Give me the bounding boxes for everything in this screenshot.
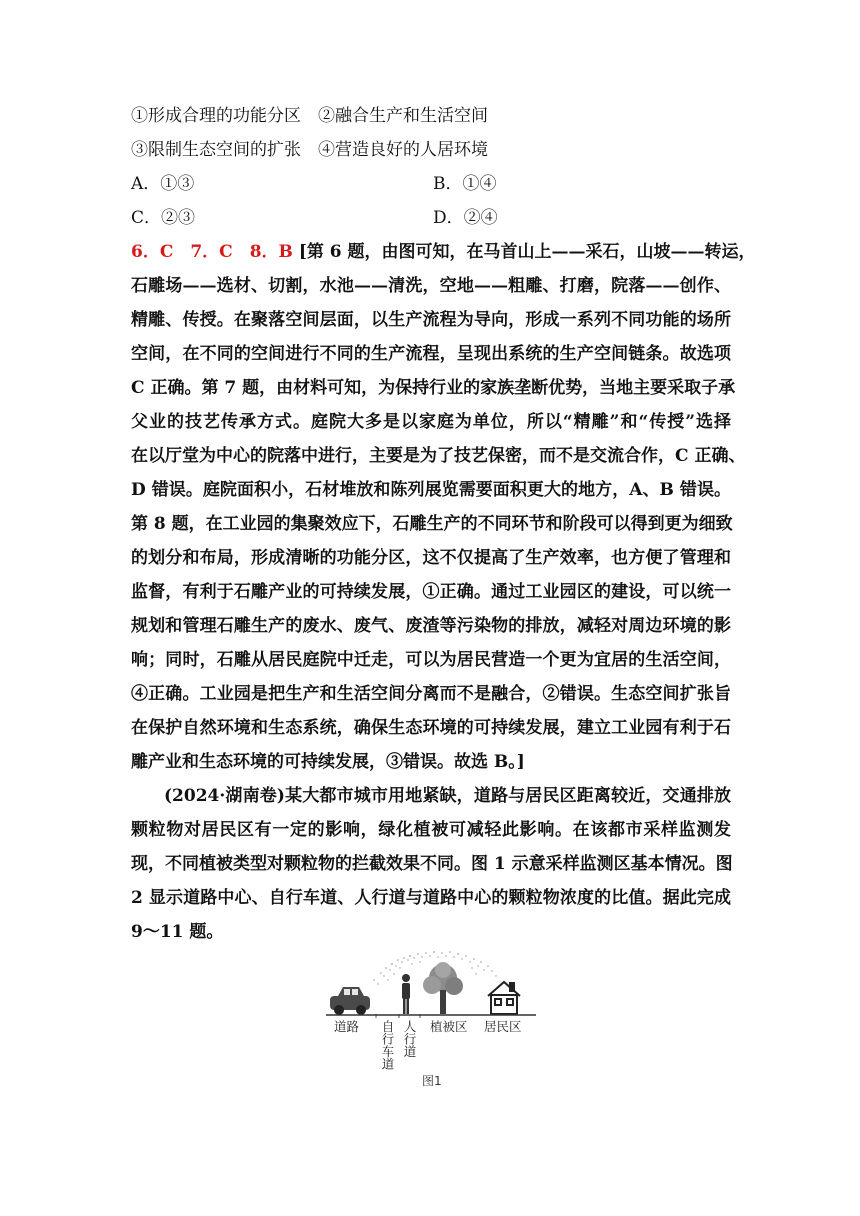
answer-text: [第 6 题，由图可知，在马首山上——采石，山坡——转运， — [298, 242, 756, 262]
choice-c: C．②③ — [131, 208, 196, 228]
answer-line: C 正确。第 7 题，由材料可知，为保持行业的家族垄断优势，当地主要采取子承 — [131, 378, 736, 398]
choice-d: D．②④ — [433, 208, 498, 228]
answer-line-1 — [131, 241, 756, 263]
question-text: 某大都市城市用地紧缺，道路与居民区距离较近，交通排放 — [284, 786, 732, 806]
answer-line: 在以厅堂为中心的院落中进行，主要是为了技艺保密，而不是交流合作，C 正确、 — [131, 446, 746, 466]
question-line: 颗粒物对居民区有一定的影响，绿化植被可减轻此影响。在该都市采样监测发 — [131, 820, 731, 840]
question-line: 9～11 题。 — [131, 922, 224, 942]
answer-line: 石雕场——选材、切割，水池——清洗，空地——粗雕、打磨，院落——创作、 — [131, 276, 731, 296]
label-vegetation: 植被区 — [430, 1019, 468, 1034]
answer-line: ④正确。工业园是把生产和生活空间分离而不是融合，②错误。生态空间扩张旨 — [131, 684, 731, 704]
answer-line: 在保护自然环境和生态系统，确保生态环境的可持续发展，建立工业园有利于石 — [131, 718, 731, 738]
label-sidewalk: 人行道 — [402, 1020, 417, 1058]
statement-line-1: ①形成合理的功能分区 ②融合生产和生活空间 — [131, 106, 488, 126]
question-line: 现，不同植被类型对颗粒物的拦截效果不同。图 1 示意采样监测区基本情况。图 — [131, 854, 733, 874]
question-line-1 — [164, 785, 731, 807]
answer-line: 父业的技艺传承方式。庭院大多是以家庭为单位，所以“精雕”和“传授”选择 — [131, 412, 731, 432]
answer-keys: 6．C 7．C 8．B — [131, 242, 293, 262]
label-bike-lane: 自行车道 — [380, 1020, 395, 1070]
figure-caption: 图1 — [422, 1074, 442, 1088]
label-road: 道路 — [334, 1019, 360, 1034]
house-icon — [488, 982, 520, 1014]
answer-line: 监督，有利于石雕产业的可持续发展，①正确。通过工业园区的建设，可以统一 — [131, 582, 731, 602]
choice-a: A．①③ — [131, 174, 195, 194]
label-residential: 居民区 — [484, 1019, 522, 1034]
answer-line: 雕产业和生态环境的可持续发展，③错误。故选 B。] — [131, 752, 525, 772]
question-line: 2 显示道路中心、自行车道、人行道与道路中心的颗粒物浓度的比值。据此完成 — [131, 888, 731, 908]
choice-b: B．①④ — [433, 174, 497, 194]
tree-icon — [423, 962, 463, 1014]
answer-line: 响；同时，石雕从居民庭院中迁走，可以为居民营造一个更为宜居的生活空间， — [131, 650, 731, 670]
answer-line: D 错误。庭院面积小，石材堆放和陈列展览需要面积更大的地方，A、B 错误。 — [131, 480, 731, 500]
statement-line-2: ③限制生态空间的扩张 ④营造良好的人居环境 — [131, 140, 488, 160]
car-icon — [330, 987, 370, 1015]
answer-line: 精雕、传授。在聚落空间层面，以生产流程为导向，形成一系列不同功能的场所 — [131, 310, 731, 330]
answer-line: 空间，在不同的空间进行不同的生产流程，呈现出系统的生产空间链条。故选项 — [131, 344, 731, 364]
person-icon — [402, 974, 410, 1014]
figure-illustration — [326, 940, 536, 1020]
answer-line: 第 8 题，在工业园的集聚效应下，石雕生产的不同环节和阶段可以得到更为细致 — [131, 514, 733, 534]
question-source: (2024·湖南卷) — [164, 786, 285, 806]
answer-line: 规划和管理石雕生产的废水、废气、废渣等污染物的排放，减轻对周边环境的影 — [131, 616, 731, 636]
answer-line: 的划分和布局，形成清晰的功能分区，这不仅提高了生产效率，也方便了管理和 — [131, 548, 731, 568]
figure-1 — [326, 940, 536, 1090]
